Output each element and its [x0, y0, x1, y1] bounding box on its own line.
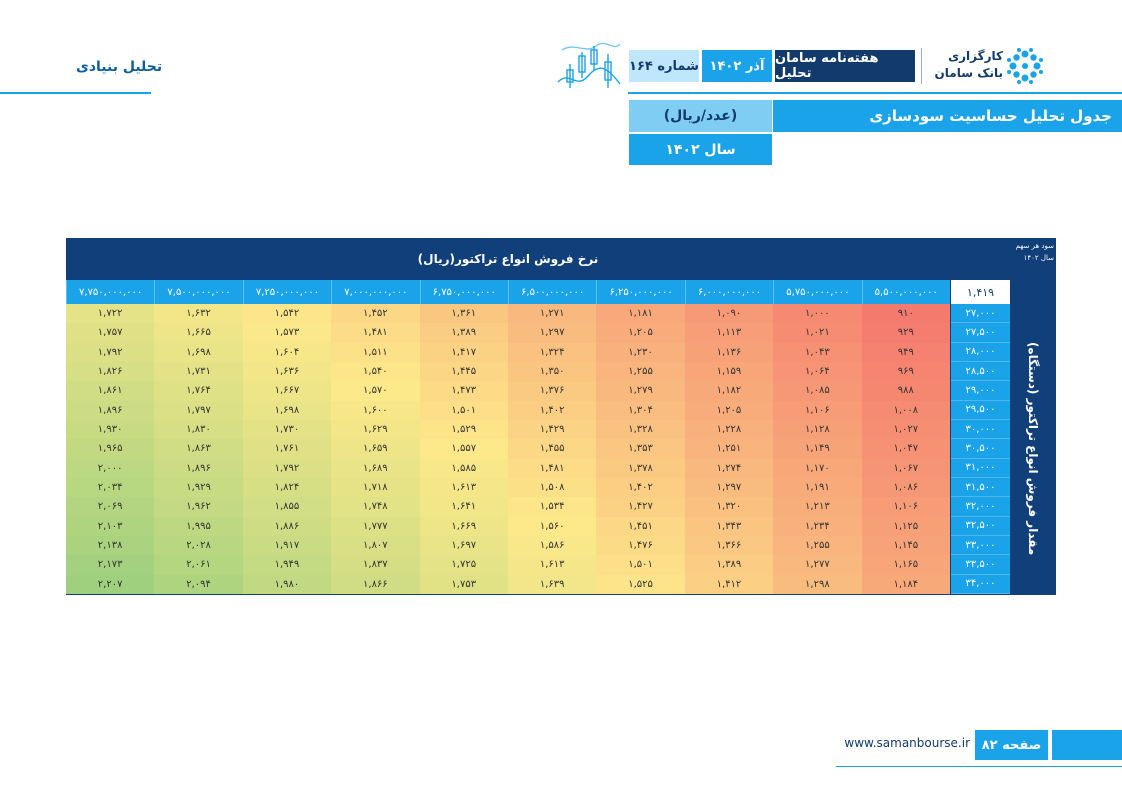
table-cell: ۱,۹۸۰ [243, 575, 331, 594]
table-cell: ۱,۰۹۰ [685, 304, 773, 323]
table-cell: ۱,۷۵۳ [420, 575, 508, 594]
table-cell: ۱,۰۰۸ [862, 401, 950, 420]
table-cell: ۱,۶۳۹ [508, 575, 596, 594]
table-cell: ۱,۷۷۷ [331, 517, 419, 536]
table-cell: ۱,۹۹۵ [154, 517, 242, 536]
table-cell: ۱,۴۵۲ [331, 304, 419, 323]
table-cell: ۱,۴۲۹ [508, 420, 596, 439]
table-cell: ۱,۰۰۰ [773, 304, 861, 323]
table-cell: ۹۸۸ [862, 381, 950, 400]
table-cell: ۱,۴۱۷ [420, 343, 508, 362]
table-cell: ۱,۲۷۱ [508, 304, 596, 323]
table-cell: ۱,۱۰۶ [862, 497, 950, 516]
table-row [66, 381, 950, 400]
table-cell: ۱,۴۸۱ [331, 323, 419, 342]
price-column-header: ۶,۷۵۰,۰۰۰,۰۰۰ [420, 280, 508, 304]
table-cell: ۱,۲۵۵ [596, 362, 684, 381]
website-link[interactable]: www.samanbourse.ir [844, 736, 970, 750]
table-cell: ۲,۰۶۹ [66, 497, 154, 516]
table-cell: ۱,۵۰۱ [420, 401, 508, 420]
eps-value: ۱,۴۱۹ [951, 280, 1010, 304]
table-cell: ۱,۷۹۲ [243, 459, 331, 478]
table-cell: ۱,۱۱۳ [685, 323, 773, 342]
table-cell: ۱,۳۵۳ [596, 439, 684, 458]
page-title: جدول تحلیل حساسیت سودسازی [773, 100, 1122, 132]
header-divider [628, 92, 1122, 94]
table-cell: ۲,۰۶۱ [154, 555, 242, 574]
table-cell: ۱,۹۱۷ [243, 536, 331, 555]
corner-line-1: سود هر سهم [1015, 242, 1054, 250]
corner-label [1010, 240, 1056, 264]
table-cell: ۱,۸۸۶ [243, 517, 331, 536]
brand-logo-icon [1005, 46, 1045, 86]
table-cell: ۱,۸۶۱ [66, 381, 154, 400]
table-cell: ۹۱۰ [862, 304, 950, 323]
table-cell: ۱,۳۴۳ [685, 517, 773, 536]
price-column-header: ۷,۵۰۰,۰۰۰,۰۰۰ [154, 280, 242, 304]
table-cell: ۱,۰۸۶ [862, 478, 950, 497]
table-cell: ۱,۹۶۵ [66, 439, 154, 458]
quantity-row-header: ۲۷,۰۰۰ [951, 304, 1010, 323]
table-cell: ۱,۶۰۰ [331, 401, 419, 420]
table-cell: ۱,۶۱۳ [420, 478, 508, 497]
table-cell: ۱,۸۲۶ [66, 362, 154, 381]
x-axis-title: نرخ فروش انواع تراکتور(ریال) [417, 252, 599, 266]
table-cell: ۱,۱۵۹ [685, 362, 773, 381]
quantity-row-header: ۳۳,۵۰۰ [951, 555, 1010, 574]
table-cell: ۱,۶۴۱ [420, 497, 508, 516]
table-cell: ۱,۴۷۶ [596, 536, 684, 555]
table-cell: ۱,۲۰۵ [685, 401, 773, 420]
table-cell: ۱,۳۶۶ [685, 536, 773, 555]
table-cell: ۱,۵۰۱ [596, 555, 684, 574]
table-cell: ۱,۳۷۸ [596, 459, 684, 478]
table-cell: ۱,۷۳۰ [243, 420, 331, 439]
quantity-row-header: ۲۸,۵۰۰ [951, 362, 1010, 381]
table-cell: ۱,۷۱۸ [331, 478, 419, 497]
quantity-row-header: ۳۱,۵۰۰ [951, 478, 1010, 497]
table-cell: ۱,۷۹۲ [66, 343, 154, 362]
table-cell: ۱,۱۸۲ [685, 381, 773, 400]
table-cell: ۱,۱۳۶ [685, 343, 773, 362]
table-cell: ۱,۷۲۵ [420, 555, 508, 574]
table-cell: ۱,۶۶۹ [420, 517, 508, 536]
table-cell: ۱,۱۰۶ [773, 401, 861, 420]
table-cell: ۲,۱۳۸ [66, 536, 154, 555]
table-cell: ۱,۵۸۶ [508, 536, 596, 555]
quantity-row-header: ۳۴,۰۰۰ [951, 575, 1010, 594]
month-badge: آذر ۱۴۰۲ [702, 50, 772, 82]
y-axis-title: مقدار فروش انواع تراکتور (دستگاه) [1026, 342, 1040, 556]
table-row [66, 362, 950, 381]
table-row [66, 478, 950, 497]
table-cell: ۱,۵۷۳ [243, 323, 331, 342]
table-cell: ۱,۴۴۵ [420, 362, 508, 381]
price-header-row [66, 280, 950, 304]
table-cell: ۱,۲۳۴ [773, 517, 861, 536]
table-cell: ۱,۱۴۵ [862, 536, 950, 555]
price-column-header: ۵,۵۰۰,۰۰۰,۰۰۰ [862, 280, 950, 304]
table-cell: ۱,۹۳۰ [66, 420, 154, 439]
table-cell: ۱,۰۲۱ [773, 323, 861, 342]
table-cell: ۱,۷۵۷ [66, 323, 154, 342]
table-row [66, 439, 950, 458]
table-cell: ۱,۸۳۰ [154, 420, 242, 439]
table-cell: ۱,۰۸۵ [773, 381, 861, 400]
table-row [66, 517, 950, 536]
table-cell: ۱,۴۷۳ [420, 381, 508, 400]
table-cell: ۱,۱۲۸ [773, 420, 861, 439]
table-cell: ۱,۶۲۹ [331, 420, 419, 439]
section-title: تحلیل بنیادی [76, 59, 163, 75]
table-cell: ۱,۷۶۴ [154, 381, 242, 400]
table-cell: ۱,۸۶۶ [331, 575, 419, 594]
table-cell: ۱,۱۸۱ [596, 304, 684, 323]
unit-label: (عدد/ریال) [629, 100, 772, 132]
table-cell: ۲,۱۰۳ [66, 517, 154, 536]
table-cell: ۱,۸۰۷ [331, 536, 419, 555]
brand-separator [921, 48, 922, 84]
eps-grid [66, 304, 950, 594]
table-cell: ۱,۱۶۵ [862, 555, 950, 574]
table-cell: ۱,۶۳۶ [243, 362, 331, 381]
table-cell: ۲,۰۰۰ [66, 459, 154, 478]
table-cell: ۱,۲۷۹ [596, 381, 684, 400]
table-cell: ۱,۴۵۱ [596, 517, 684, 536]
brand-name [933, 48, 1003, 82]
table-cell: ۲,۰۲۸ [154, 536, 242, 555]
table-cell: ۱,۵۴۲ [243, 304, 331, 323]
quantity-row-header: ۳۰,۰۰۰ [951, 420, 1010, 439]
table-cell: ۱,۸۹۶ [66, 401, 154, 420]
table-cell: ۱,۹۴۹ [243, 555, 331, 574]
table-cell: ۱,۳۰۴ [596, 401, 684, 420]
section-underline [0, 92, 151, 94]
quantity-row-header: ۳۲,۰۰۰ [951, 497, 1010, 516]
table-cell: ۱,۰۲۷ [862, 420, 950, 439]
table-cell: ۱,۳۶۱ [420, 304, 508, 323]
table-cell: ۱,۱۷۰ [773, 459, 861, 478]
table-row [66, 555, 950, 574]
quantity-column [951, 304, 1010, 594]
table-cell: ۱,۱۸۴ [862, 575, 950, 594]
table-cell: ۱,۸۹۶ [154, 459, 242, 478]
table-row [66, 343, 950, 362]
table-cell: ۲,۲۰۷ [66, 575, 154, 594]
table-cell: ۱,۵۴۰ [331, 362, 419, 381]
table-cell: ۱,۵۸۵ [420, 459, 508, 478]
table-cell: ۱,۵۰۸ [508, 478, 596, 497]
table-cell: ۱,۹۶۲ [154, 497, 242, 516]
table-cell: ۱,۶۶۷ [243, 381, 331, 400]
table-cell: ۱,۸۳۷ [331, 555, 419, 574]
table-cell: ۱,۵۵۷ [420, 439, 508, 458]
table-cell: ۱,۷۲۲ [66, 304, 154, 323]
table-cell: ۱,۷۶۱ [243, 439, 331, 458]
price-column-header: ۶,۵۰۰,۰۰۰,۰۰۰ [508, 280, 596, 304]
table-cell: ۱,۶۱۳ [508, 555, 596, 574]
table-cell: ۱,۵۲۹ [420, 420, 508, 439]
table-cell: ۱,۶۳۲ [154, 304, 242, 323]
table-cell: ۱,۳۵۰ [508, 362, 596, 381]
table-cell: ۱,۶۹۸ [154, 343, 242, 362]
table-cell: ۱,۴۸۱ [508, 459, 596, 478]
table-cell: ۱,۴۱۲ [685, 575, 773, 594]
table-cell: ۱,۸۲۴ [243, 478, 331, 497]
table-cell: ۱,۴۵۵ [508, 439, 596, 458]
table-cell: ۱,۵۶۰ [508, 517, 596, 536]
table-cell: ۱,۰۴۷ [862, 439, 950, 458]
brand-line-1: کارگزاری [948, 49, 1003, 63]
table-cell: ۱,۷۹۷ [154, 401, 242, 420]
table-cell: ۱,۶۸۹ [331, 459, 419, 478]
table-cell: ۱,۲۰۵ [596, 323, 684, 342]
quantity-row-header: ۲۸,۰۰۰ [951, 343, 1010, 362]
table-cell: ۱,۰۴۳ [773, 343, 861, 362]
table-cell: ۹۶۹ [862, 362, 950, 381]
table-cell: ۱,۱۲۵ [862, 517, 950, 536]
table-row [66, 497, 950, 516]
table-cell: ۱,۶۵۹ [331, 439, 419, 458]
quantity-row-header: ۳۲,۵۰۰ [951, 517, 1010, 536]
table-cell: ۱,۱۹۱ [773, 478, 861, 497]
table-cell: ۱,۲۵۵ [773, 536, 861, 555]
table-row [66, 459, 950, 478]
quantity-row-header: ۳۱,۰۰۰ [951, 459, 1010, 478]
table-cell: ۱,۳۸۹ [420, 323, 508, 342]
page-number: صفحه ۸۲ [975, 730, 1048, 760]
footer-accent-bar [1052, 730, 1122, 760]
table-cell: ۱,۲۹۷ [508, 323, 596, 342]
year-label: سال ۱۴۰۲ [629, 134, 772, 165]
table-cell: ۱,۲۱۳ [773, 497, 861, 516]
price-column-header: ۶,۲۵۰,۰۰۰,۰۰۰ [596, 280, 684, 304]
table-cell: ۱,۵۲۵ [596, 575, 684, 594]
table-cell: ۱,۲۷۷ [773, 555, 861, 574]
table-cell: ۲,۰۹۴ [154, 575, 242, 594]
table-cell: ۱,۲۵۱ [685, 439, 773, 458]
table-cell: ۱,۲۳۰ [596, 343, 684, 362]
table-cell: ۱,۸۵۵ [243, 497, 331, 516]
table-cell: ۱,۰۶۷ [862, 459, 950, 478]
table-cell: ۱,۷۴۸ [331, 497, 419, 516]
price-column-header: ۷,۷۵۰,۰۰۰,۰۰۰ [66, 280, 154, 304]
table-cell: ۱,۶۶۵ [154, 323, 242, 342]
table-cell: ۱,۳۲۸ [596, 420, 684, 439]
table-cell: ۱,۴۰۲ [508, 401, 596, 420]
table-cell: ۱,۵۱۱ [331, 343, 419, 362]
table-cell: ۱,۲۹۸ [773, 575, 861, 594]
table-cell: ۱,۳۷۶ [508, 381, 596, 400]
table-cell: ۱,۲۹۷ [685, 478, 773, 497]
table-cell: ۱,۳۲۰ [685, 497, 773, 516]
table-cell: ۹۴۹ [862, 343, 950, 362]
quantity-row-header: ۲۹,۵۰۰ [951, 401, 1010, 420]
table-row [66, 575, 950, 594]
brand-line-2: بانک سامان [934, 66, 1003, 80]
price-column-header: ۷,۲۵۰,۰۰۰,۰۰۰ [243, 280, 331, 304]
table-cell: ۱,۷۳۱ [154, 362, 242, 381]
table-cell: ۱,۵۷۰ [331, 381, 419, 400]
y-axis-title-wrap [1010, 304, 1056, 594]
table-cell: ۱,۴۲۷ [596, 497, 684, 516]
weekly-badge: هفته‌نامه سامان تحلیل [775, 50, 915, 82]
table-cell: ۱,۴۰۲ [596, 478, 684, 497]
table-row [66, 401, 950, 420]
table-cell: ۱,۳۸۹ [685, 555, 773, 574]
issue-badge: شماره ۱۶۴ [629, 50, 699, 82]
corner-line-2: سال ۱۴۰۲ [1023, 254, 1054, 262]
table-cell: ۱,۸۶۳ [154, 439, 242, 458]
table-row [66, 323, 950, 342]
quantity-row-header: ۲۹,۰۰۰ [951, 381, 1010, 400]
table-cell: ۱,۳۲۴ [508, 343, 596, 362]
table-cell: ۲,۰۳۴ [66, 478, 154, 497]
table-cell: ۹۲۹ [862, 323, 950, 342]
quantity-row-header: ۳۰,۵۰۰ [951, 439, 1010, 458]
table-cell: ۱,۲۷۴ [685, 459, 773, 478]
table-row [66, 304, 950, 323]
table-cell: ۲,۱۷۳ [66, 555, 154, 574]
price-column-header: ۵,۷۵۰,۰۰۰,۰۰۰ [773, 280, 861, 304]
table-row [66, 536, 950, 555]
price-column-header: ۷,۰۰۰,۰۰۰,۰۰۰ [331, 280, 419, 304]
table-cell: ۱,۲۲۸ [685, 420, 773, 439]
footer-divider [836, 766, 1122, 767]
table-row [66, 420, 950, 439]
table-cell: ۱,۶۰۴ [243, 343, 331, 362]
table-cell: ۱,۱۴۹ [773, 439, 861, 458]
candlestick-chart-icon [556, 40, 622, 96]
table-cell: ۱,۶۹۷ [420, 536, 508, 555]
quantity-row-header: ۲۷,۵۰۰ [951, 323, 1010, 342]
table-cell: ۱,۰۶۴ [773, 362, 861, 381]
price-column-header: ۶,۰۰۰,۰۰۰,۰۰۰ [685, 280, 773, 304]
table-cell: ۱,۹۲۹ [154, 478, 242, 497]
table-cell: ۱,۵۳۴ [508, 497, 596, 516]
table-cell: ۱,۶۹۸ [243, 401, 331, 420]
quantity-row-header: ۳۳,۰۰۰ [951, 536, 1010, 555]
